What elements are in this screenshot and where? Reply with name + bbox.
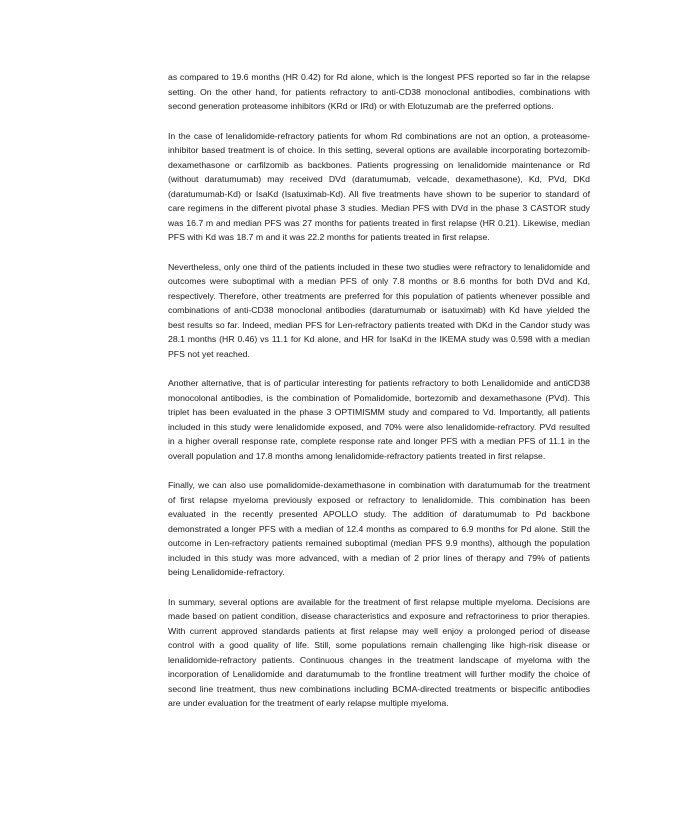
paragraph-1: as compared to 19.6 months (HR 0.42) for Rd alone, which is the longest PFS reported so far in the relapse setting. On the other hand, for patients refractory to anti-CD38 monoclonal antibodies, combinations with second generation proteasome inhibitors (KRd or IRd) or with Elotuzumab are the preferred options. [168,72,590,111]
paragraph-4: Another alternative, that is of particular interesting for patients refractory to both Lenalidomide and antiCD38 monocolonal antibodies, is the combination of Pomalidomide, bortezomib and dexamethasone (PVd). This triplet has been evaluated in the phase 3 OPTIMISMM study and compared to Vd. Importantly, all patients included in this study were lenalidomide exposed, and 70% were also lenalidomide-refractory. PVd resulted in a higher overall response rate, complete response rate and longer PFS with a median PFS of 11.1 in the overall population and 17.8 months among lenalidomide-refractory patients treated in first relapse. [168,378,590,461]
paragraph-6: In summary, several options are available for the treatment of first relapse multiple myeloma. Decisions are made based on patient condition, disease characteristics and exposure and refractoriness to prior therapies. With current approved standards patients at first relapse may well enjoy a prolonged period of disease control with a good quality of life. Still, some populations remain challenging like high-risk disease or lenalidomide-refractory patients. Continuous changes in the treatment landscape of myeloma with the incorporation of Lenalidomide and daratumumab to the frontline treatment will further modify the choice of second line treatment, thus new combinations including BCMA-directed treatments or bispecific antibodies are under evaluation for the treatment of early relapse multiple myeloma. [168,596,590,708]
document-body [168,70,590,726]
paragraph-3: Nevertheless, only one third of the patients included in these two studies were refractory to lenalidomide and outcomes were suboptimal with a median PFS of only 7.8 months or 8.6 months for both DVd and Kd, respectively. Therefore, other treatments are preferred for this population of patients whenever possible and combinations of anti-CD38 monoclonal antibodies (daratumumab or isatuximab) with Kd have yielded the best results so far. Indeed, median PFS for Len-refractory patients treated with DKd in the Candor study was 28.1 months (HR 0.46) vs 11.1 for Kd alone, and HR for IsaKd in the IKEMA study was 0.598 with a median PFS not yet reached. [168,261,590,359]
paragraph-5: Finally, we can also use pomalidomide-dexamethasone in combination with daratumumab for the treatment of first relapse myeloma previously exposed or refractory to lenalidomide. This combination has been evaluated in the recently presented APOLLO study. The addition of daratumumab to Pd backbone demonstrated a longer PFS with a median of 12.4 months as compared to 6.9 months for Pd alone. Still the outcome in Len-refractory patients remained suboptimal (median PFS 9.9 months), although the population included in this study was more advanced, with a median of 2 prior lines of therapy and 79% of patients being Lenalidomide-refractory. [168,480,590,577]
paragraph-2: In the case of lenalidomide-refractory patients for whom Rd combinations are not an option, a proteasome-inhibitor based treatment is of choice. In this setting, several options are available incorporating bortezomib-dexamethasone or carfilzomib as backbones. Patients progressing on lenalidomide maintenance or Rd (without daratumumab) may received DVd (daratumumab, velcade, dexamethasone), Kd, PVd, DKd (daratumumab-Kd) or IsaKd (Isatuximab-Kd). All five treatments have shown to be superior to standard of care regimens in the different pivotal phase 3 studies. Median PFS with DVd in the phase 3 CASTOR study was 16.7 m and median PFS was 27 months for patients treated in first relapse (HR 0.21). Likewise, median PFS with Kd was 18.7 m and it was 22.2 months for patients treated in first relapse. [168,130,590,242]
